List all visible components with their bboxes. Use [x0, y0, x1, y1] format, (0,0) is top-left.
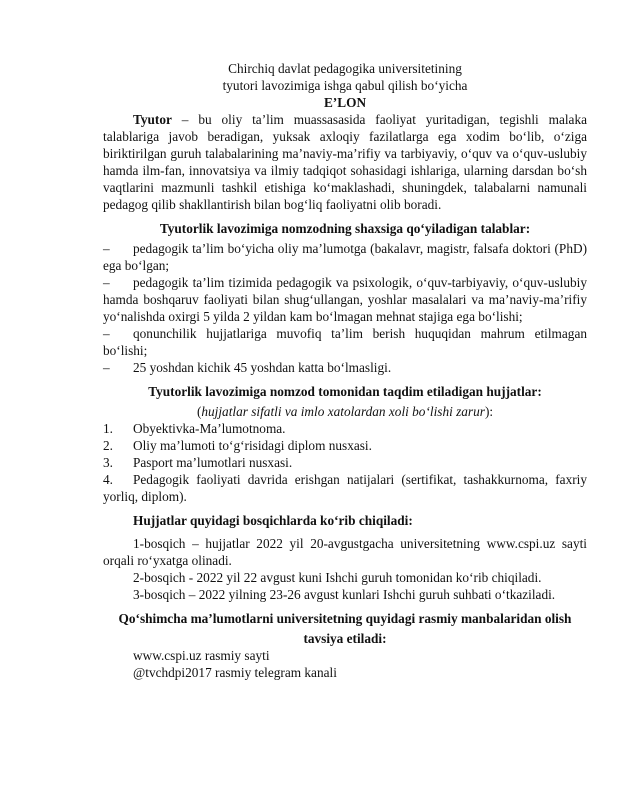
info-heading-line-2: tavsiya etiladi:	[303, 631, 387, 646]
documents-note-text: hujjatlar sifatli va imlo xatolardan xoli bo‘lishi zarur	[201, 404, 485, 419]
header-line-1: Chirchiq davlat pedagogika universitetining	[228, 61, 462, 76]
requirement-item	[103, 359, 587, 376]
stage-item: 1-bosqich – hujjatlar 2022 yil 20-avgustgacha universitetning www.cspi.uz sayti orqali ro‘yxatga olinadi.	[103, 536, 587, 568]
dash-marker: –	[103, 326, 110, 341]
document-text: Oliy ma’lumoti to‘g‘risidagi diplom nusxasi.	[133, 438, 372, 453]
dash-marker: –	[103, 360, 110, 375]
header-line-2: tyutori lavozimiga ishga qabul qilish bo‘yicha	[222, 78, 468, 93]
document-item	[103, 437, 587, 454]
document-item	[103, 471, 587, 505]
document-text: Pedagogik faoliyati davrida erishgan natijalari (sertifikat, tashakkurnoma, faxriy yorliq, diplom).	[103, 472, 587, 504]
info-item: www.cspi.uz rasmiy sayti	[133, 648, 270, 663]
intro-text: – bu oliy ta’lim muassasasida faoliyat yuritadigan, tegishli malaka talablariga javob beradigan, yuksak axloqiy fazilatlarga ega xodim bo‘lib, o‘ziga biriktirilgan guruh talabalarining ma’naviy-ma’rifiy va tarbiyaviy, o‘quv va o‘quv-uslubiy hamda ilm-fan, innovatsiya va ilmiy tadqiqot sohasidagi ishlariga, ularning darsdan bo‘sh vaqtlarini mazmunli tashkil etishiga ko‘maklashadi, shuningdek, talabalarni namunali pedagog qilib shakllantirish bilan bog‘liq faoliyatni olib boradi.	[103, 112, 587, 212]
document-item	[103, 420, 587, 437]
stages-heading: Hujjatlar quyidagi bosqichlarda ko‘rib chiqiladi:	[133, 513, 413, 528]
document-number: 3.	[103, 455, 113, 470]
document-item	[103, 454, 587, 471]
document-number: 1.	[103, 421, 113, 436]
requirement-text: qonunchilik hujjatlariga muvofiq ta’lim berish huquqidan mahrum etilmagan bo‘lishi;	[103, 326, 587, 358]
requirement-text: 25 yoshdan kichik 45 yoshdan katta bo‘lmasligi.	[133, 360, 392, 375]
document-number: 4.	[103, 472, 113, 487]
note-paren-open: (	[196, 404, 202, 419]
stage-item: 2-bosqich - 2022 yil 22 avgust kuni Ishchi guruh tomonidan ko‘rib chiqiladi.	[133, 570, 542, 585]
requirement-item	[103, 240, 587, 274]
document-page	[103, 60, 587, 681]
documents-heading: Tyutorlik lavozimiga nomzod tomonidan taqdim etiladigan hujjatlar:	[148, 384, 542, 399]
document-title: E’LON	[323, 95, 367, 110]
document-text: Obyektivka-Ma’lumotnoma.	[133, 421, 286, 436]
intro-paragraph	[103, 111, 587, 213]
dash-marker: –	[103, 275, 110, 290]
intro-term: Tyutor	[133, 112, 172, 127]
stage-item: 3-bosqich – 2022 yilning 23-26 avgust kunlari Ishchi guruh suhbati o‘tkaziladi.	[133, 587, 556, 602]
info-heading-line-1: Qo‘shimcha ma’lumotlarni universitetning quyidagi rasmiy manbalaridan olish	[118, 611, 572, 626]
requirement-item	[103, 325, 587, 359]
document-text: Pasport ma’lumotlari nusxasi.	[133, 455, 293, 470]
requirement-text: pedagogik ta’lim tizimida pedagogik va psixologik, o‘quv-tarbiyaviy, o‘quv-uslubiy hamda boshqaruv faoliyati bilan shug‘ullangan, yoshlar masalalari va ma’naviy-ma’rifiy yo‘nalishda oxirgi 5 yilda 2 yildan kam bo‘lmagan mehnat stajiga ega bo‘lishi;	[103, 275, 587, 324]
dash-marker: –	[103, 241, 110, 256]
info-item: @tvchdpi2017 rasmiy telegram kanali	[133, 665, 337, 680]
requirements-heading: Tyutorlik lavozimiga nomzodning shaxsiga qo‘yiladigan talablar:	[159, 221, 531, 236]
note-paren-close: ):	[484, 404, 494, 419]
documents-note	[103, 403, 587, 420]
requirement-text: pedagogik ta’lim bo‘yicha oliy ma’lumotga (bakalavr, magistr, falsafa doktori (PhD) ega bo‘lgan;	[103, 241, 587, 273]
document-number: 2.	[103, 438, 113, 453]
requirement-item	[103, 274, 587, 325]
